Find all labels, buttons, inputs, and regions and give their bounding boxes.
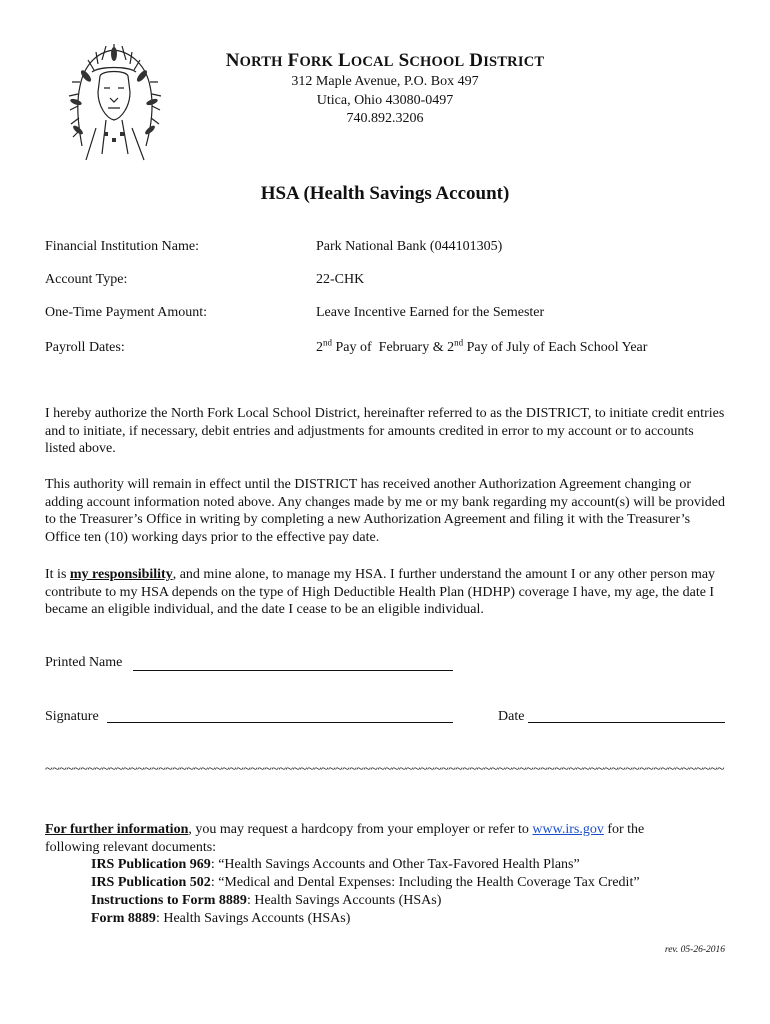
address-line-1: 312 Maple Avenue, P.O. Box 497 — [291, 74, 479, 89]
reference-name: Form 8889 — [91, 911, 156, 926]
further-info-line — [45, 821, 725, 839]
form-title: HSA (Health Savings Account) — [260, 183, 510, 204]
further-info-text: , you may request a hardcopy from your employer or refer to — [188, 822, 533, 837]
signature-label: Signature — [45, 709, 99, 724]
authority-paragraph: This authority will remain in effect until the DISTRICT has received another Authorization Agreement changing or adding account information noted above. Any changes made by me or my bank regarding my account(s) will be provided to the Treasurer’s Office in writing by completing a new Authorization Agreement and filing it with the Treasurer’s Office ten (10) working days prior to the effective pay date. — [45, 477, 725, 545]
account-type-value: 22-CHK — [316, 272, 365, 287]
financial-institution-value: Park National Bank (044101305) — [316, 239, 503, 254]
reference-desc: : Health Savings Accounts (HSAs) — [155, 911, 351, 926]
tilde-separator: ~~~~~~~~~~~~~~~~~~~~~~~~~~~~~~~~~~~~~~~~~~~~~~~~~~~~~~~~~~~~~~~~~~~~~~~~~~~~~~~~~~~~~~~~~~~~~~~~ — [45, 762, 725, 777]
reference-desc: : Health Savings Accounts (HSAs) — [246, 893, 442, 908]
reference-item — [91, 857, 580, 873]
reference-item — [91, 875, 640, 891]
payroll-dates-value — [316, 337, 648, 356]
payroll-dates-part2: Pay of February & 2 — [332, 340, 455, 355]
account-type-label: Account Type: — [45, 272, 128, 287]
reference-item — [91, 911, 350, 927]
phone-number: 740.892.3206 — [346, 111, 424, 126]
reference-item — [91, 893, 441, 909]
signature-field[interactable] — [107, 722, 453, 723]
one-time-payment-label: One-Time Payment Amount: — [45, 305, 208, 320]
reference-name: Instructions to Form 8889 — [91, 893, 247, 908]
payroll-dates-sup2: nd — [454, 337, 464, 348]
irs-gov-link[interactable]: www.irs.gov — [532, 822, 604, 837]
financial-institution-label: Financial Institution Name: — [45, 239, 199, 254]
district-name: NORTH FORK LOCAL SCHOOL DISTRICT — [225, 50, 545, 71]
payroll-dates-label: Payroll Dates: — [45, 340, 125, 355]
payroll-dates-sup1: nd — [323, 337, 332, 348]
responsibility-prefix: It is — [45, 567, 70, 582]
reference-desc: : “Medical and Dental Expenses: Including the Health Coverage Tax Credit” — [210, 875, 640, 890]
printed-name-field[interactable] — [133, 670, 453, 671]
responsibility-emphasis: my responsibility — [69, 567, 173, 582]
address-line-2: Utica, Ohio 43080-0497 — [316, 93, 454, 108]
one-time-payment-value: Leave Incentive Earned for the Semester — [316, 305, 545, 320]
date-field[interactable] — [528, 722, 725, 723]
further-info-heading: For further information — [45, 822, 189, 837]
further-info-line-2: following relevant documents: — [45, 840, 217, 855]
payroll-dates-part1: 2 — [316, 340, 323, 355]
responsibility-rest: , and mine alone, to manage my HSA. I further understand the amount I or any other person may contribute to my HSA depends on the type of High Deductible Health Plan (HDHP) coverage I have, my age, the date I became an eligible individual, and the date I cease to be an eligible individual. — [45, 567, 716, 617]
printed-name-label: Printed Name — [45, 655, 123, 670]
payroll-dates-part3: Pay of July of Each School Year — [463, 340, 648, 355]
revision-note: rev. 05-26-2016 — [664, 945, 725, 955]
further-info-text-after: for the — [603, 822, 645, 837]
reference-name: IRS Publication 969 — [91, 857, 211, 872]
responsibility-paragraph — [45, 566, 725, 619]
date-label: Date — [498, 709, 525, 724]
reference-desc: : “Health Savings Accounts and Other Tax-Favored Health Plans” — [210, 857, 580, 872]
authorization-paragraph: I hereby authorize the North Fork Local School District, hereinafter referred to as the DISTRICT, to initiate credit entries and to initiate, if necessary, debit entries and adjustments for amounts credited in error to my account or to accounts listed above. — [45, 406, 725, 456]
reference-name: IRS Publication 502 — [91, 875, 211, 890]
